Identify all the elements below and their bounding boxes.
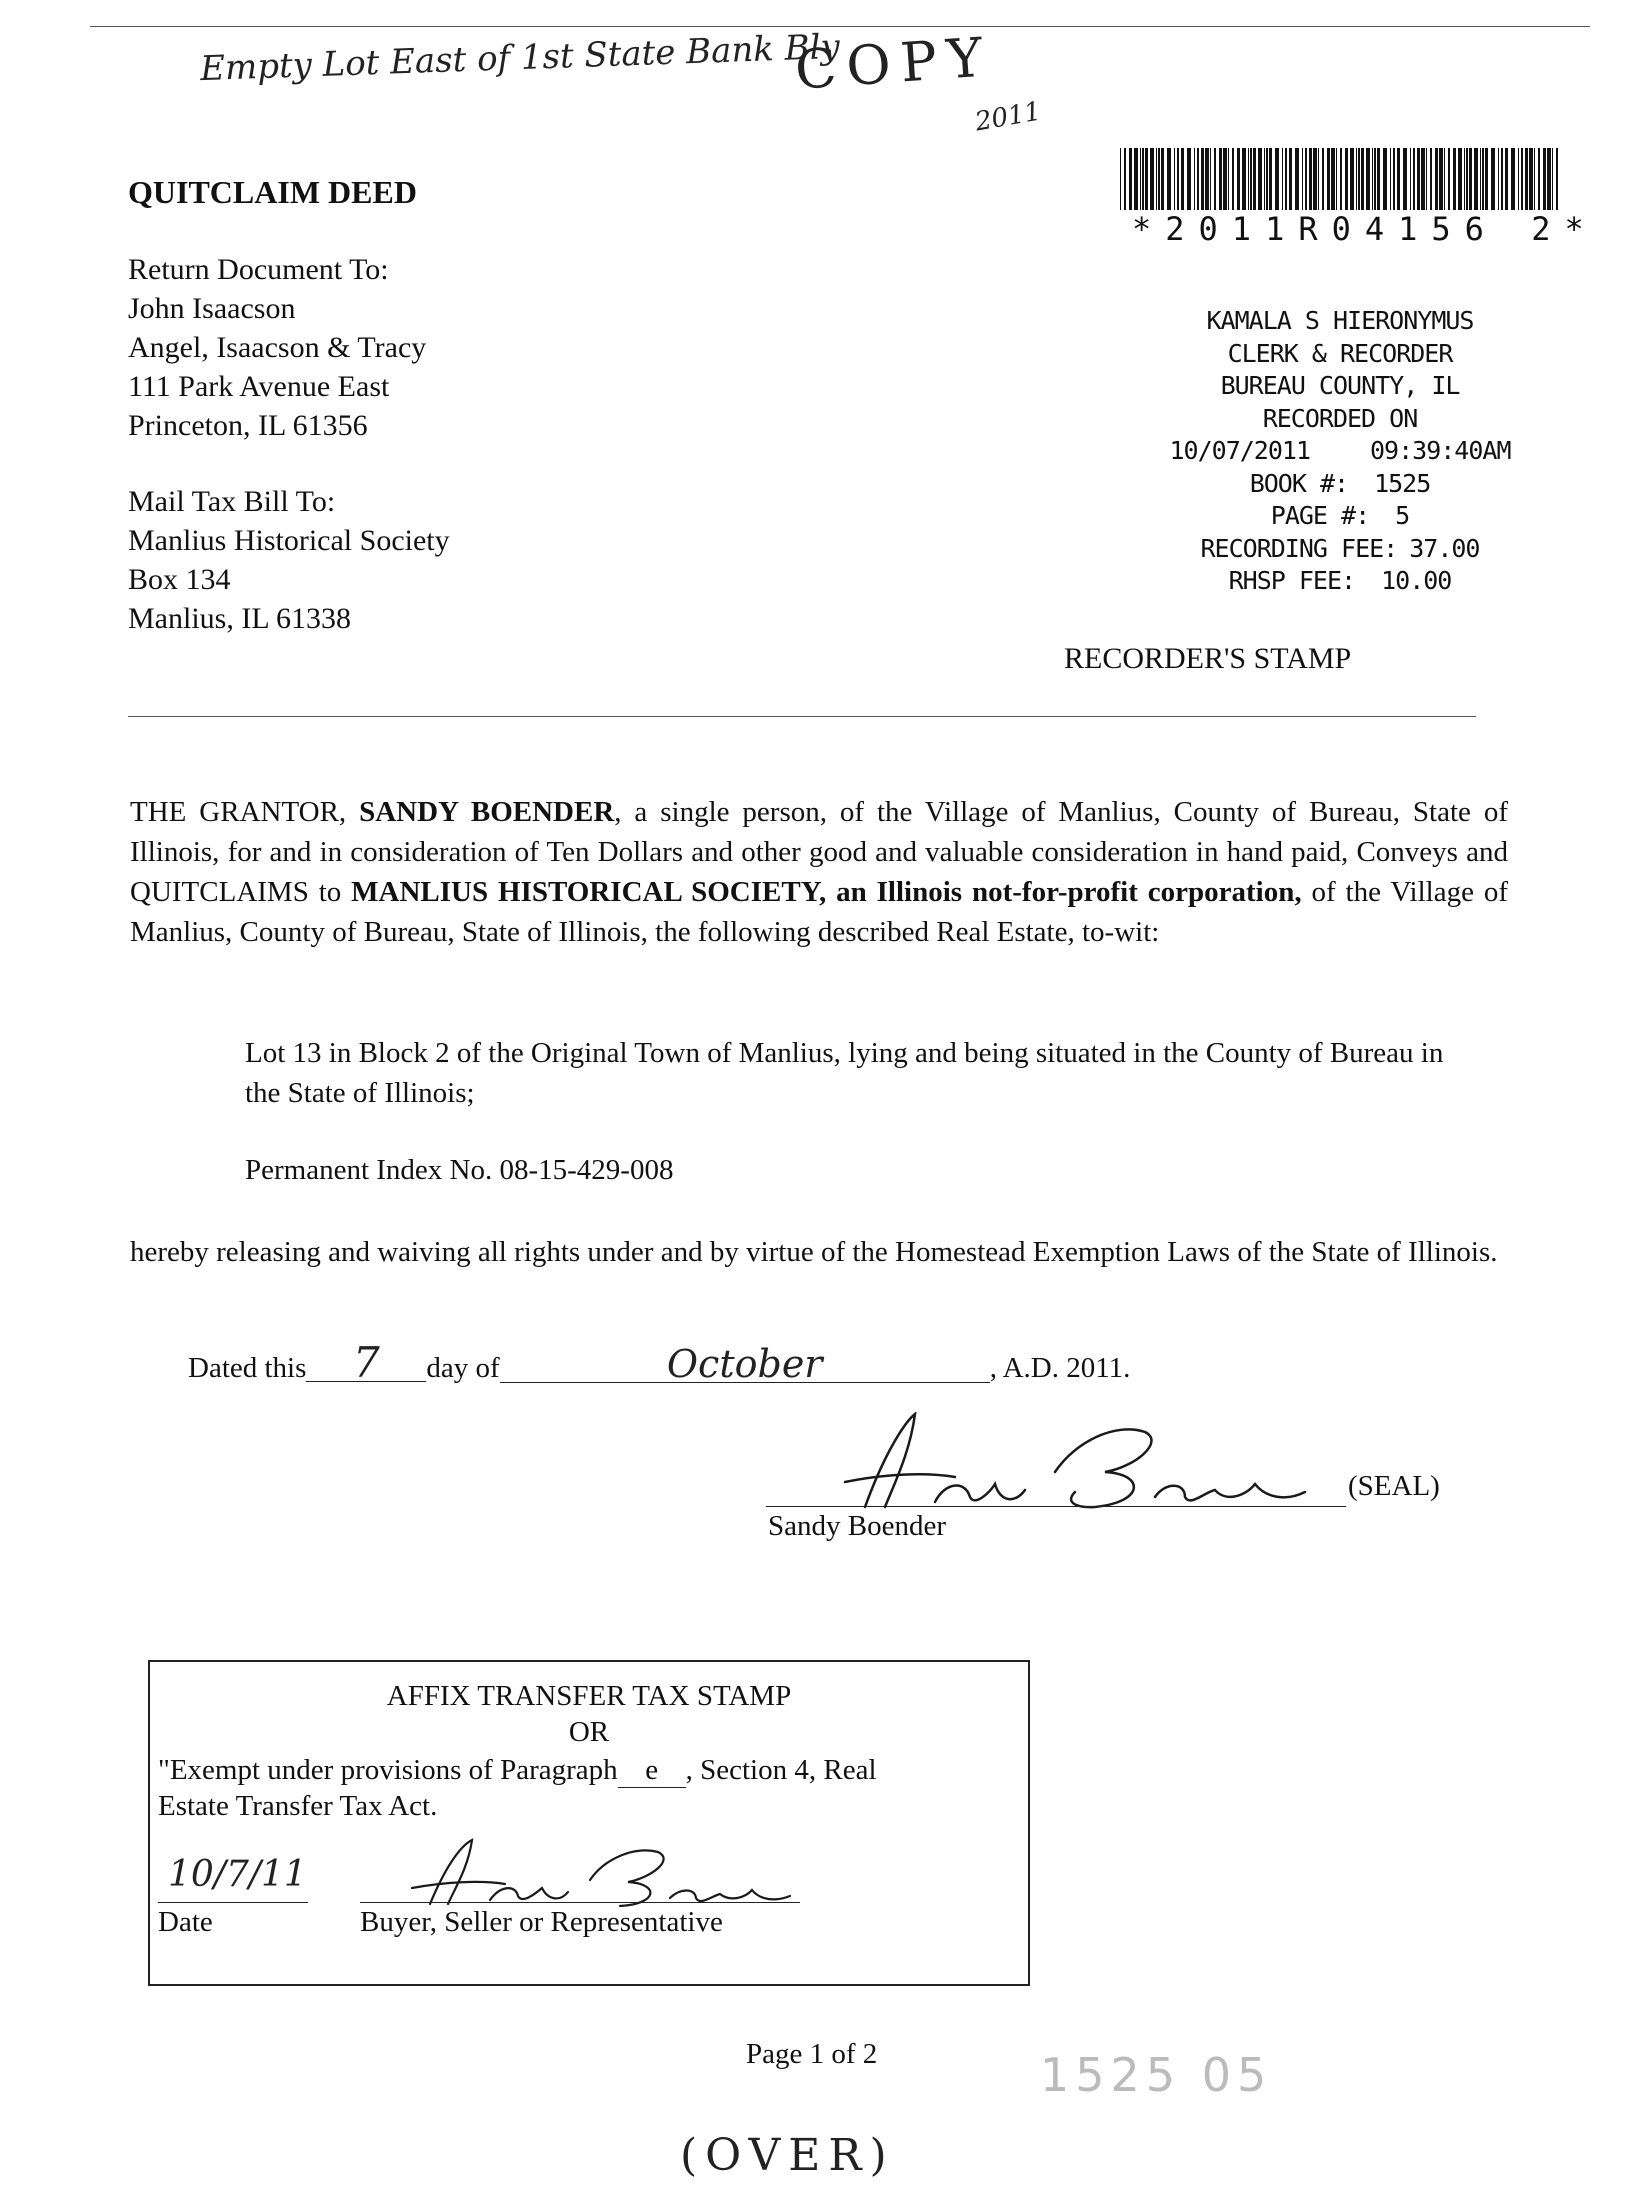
box-date-value: 10/7/11 (168, 1854, 307, 1895)
dated-suffix: , A.D. 2011. (989, 1352, 1131, 1384)
box-signature (400, 1838, 800, 1908)
barcode-bar (1345, 148, 1348, 210)
box-date-label: Date (158, 1906, 213, 1938)
rhsp-fee-value: 10.00 (1381, 566, 1452, 595)
barcode-bar (1521, 148, 1523, 210)
return-line: Princeton, IL 61356 (128, 409, 368, 442)
recorders-stamp-label: RECORDER'S STAMP (1064, 642, 1352, 675)
barcode-bar (1552, 148, 1553, 210)
copy-mark: COPY (793, 25, 995, 102)
top-rule (90, 26, 1590, 27)
recording-fee-value: 37.00 (1409, 533, 1480, 563)
grantor-text: THE GRANTOR, (130, 796, 360, 828)
barcode-bar (1534, 148, 1535, 210)
legal-description: Lot 13 in Block 2 of the Original Town of Manlius, lying and being situated in the County of Bureau in the State of Illinois; (245, 1037, 1444, 1109)
barcode-bar (1435, 148, 1438, 210)
homestead-release: hereby releasing and waiving all rights under and by virtue of the Homestead Exemption Laws of the State of Illinois. (130, 1236, 1498, 1268)
barcode-bar (1511, 148, 1515, 210)
barcode-bar (1248, 148, 1249, 210)
grantor-signature (825, 1412, 1345, 1512)
barcode-bar (1174, 148, 1175, 210)
barcode-bar (1421, 148, 1425, 210)
barcode-bar (1237, 148, 1240, 210)
grantor-name: SANDY BOENDER (359, 796, 615, 828)
barcode-bar (1140, 148, 1141, 210)
page-row (1130, 500, 1550, 533)
exempt-paragraph: e (618, 1754, 686, 1788)
barcode-bar (1269, 148, 1272, 210)
grantor-paragraph (130, 792, 1508, 952)
exempt-statement (158, 1754, 877, 1788)
barcode-bar (1289, 148, 1292, 210)
barcode-bar (1258, 148, 1262, 210)
transfer-tax-box (148, 1660, 1030, 1986)
barcode-bar (1356, 148, 1357, 210)
barcode-bar (1134, 148, 1138, 210)
barcode-bar (1518, 148, 1519, 210)
grantee-name: MANLIUS HISTORICAL SOCIETY, an Illinois not-for-profit corporation, (351, 876, 1302, 908)
handwritten-note: Empty Lot East of 1st State Bank Bly (199, 26, 841, 90)
dated-prefix: Dated this (188, 1352, 307, 1384)
exempt-act: Estate Transfer Tax Act. (158, 1790, 438, 1822)
barcode-bar (1491, 148, 1495, 210)
barcode-bar (1285, 148, 1287, 210)
barcode-bar (1223, 148, 1227, 210)
handwritten-year: 2011 (972, 96, 1044, 138)
barcode-bar (1366, 148, 1370, 210)
barcode-bar (1242, 148, 1246, 210)
barcode-bar (1309, 148, 1312, 210)
barcode-bar (1210, 148, 1211, 210)
barcode-bar (1444, 148, 1445, 210)
barcode-bar (1302, 148, 1303, 210)
barcode-bar (1219, 148, 1222, 210)
barcode-bar (1393, 148, 1395, 210)
barcode-bar (1181, 148, 1184, 210)
transfer-box-title: AFFIX TRANSFER TAX STAMP (386, 1680, 792, 1712)
barcode-bar (1177, 148, 1179, 210)
barcode-bar (1145, 148, 1148, 210)
box-date-line (158, 1902, 308, 1903)
barcode-bar (1228, 148, 1229, 210)
barcode-bar (1543, 148, 1546, 210)
barcode-bar (1124, 148, 1126, 210)
recorder-county: BUREAU COUNTY, IL (1220, 371, 1460, 400)
barcode-bar (1264, 148, 1265, 210)
barcode-bar (1282, 148, 1283, 210)
barcode-bar (1547, 148, 1551, 210)
tax-line: Manlius Historical Society (128, 524, 450, 557)
return-line: 111 Park Avenue East (128, 370, 390, 403)
barcode-bar (1417, 148, 1420, 210)
barcode-bar (1538, 148, 1540, 210)
recorder-role: CLERK & RECORDER (1227, 338, 1453, 368)
barcode-bar (1232, 148, 1234, 210)
barcode-bar (1129, 148, 1132, 210)
over-note: (OVER) (680, 2130, 895, 2181)
barcode-bar (1466, 148, 1468, 210)
barcode-bar (1383, 148, 1387, 210)
page-label: PAGE #: (1270, 501, 1370, 530)
transfer-box-or: OR (568, 1716, 610, 1748)
barcode-bar (1453, 148, 1456, 210)
barcode-bar (1464, 148, 1465, 210)
recorder-stamp (1130, 305, 1550, 598)
recording-fee-row (1130, 533, 1550, 566)
recorder-name: KAMALA S HIERONYMUS (1206, 306, 1474, 335)
rhsp-fee-row (1130, 565, 1550, 598)
grantor-text: of the Village of Manlius, County of Bureau, State of Illinois, the following described Real Estate, to-wit: (130, 876, 1508, 948)
barcode-bar (1253, 148, 1256, 210)
recording-fee-label: RECORDING FEE: (1200, 533, 1398, 563)
exempt-text: "Exempt under provisions of Paragraph (158, 1754, 618, 1786)
rhsp-fee-label: RHSP FEE: (1228, 566, 1356, 595)
barcode-bar (1205, 148, 1209, 210)
tax-bill-address-block (128, 482, 450, 638)
barcode-bar (1350, 148, 1354, 210)
barcode-bar (1377, 148, 1380, 210)
barcode-bar (1275, 148, 1279, 210)
recorded-time: 09:39:40AM (1370, 436, 1511, 465)
barcode-bar (1403, 148, 1407, 210)
barcode-bar (1295, 148, 1299, 210)
return-line: John Isaacson (128, 292, 296, 325)
barcode-bar (1410, 148, 1411, 210)
return-address-block (128, 250, 426, 445)
barcode-bar (1318, 148, 1319, 210)
header-divider (128, 716, 1476, 717)
book-label: BOOK #: (1249, 468, 1349, 498)
barcode-bar (1161, 148, 1164, 210)
barcode-bar (1331, 148, 1335, 210)
barcode-bar (1120, 148, 1121, 210)
barcode-bar (1322, 148, 1324, 210)
barcode-bar (1305, 148, 1307, 210)
page-value: 5 (1395, 501, 1410, 530)
barcode-bar (1439, 148, 1443, 210)
barcode-bar (1358, 148, 1360, 210)
barcode-bar (1336, 148, 1337, 210)
tax-label: Mail Tax Bill To: (128, 485, 336, 518)
barcode-bar (1448, 148, 1450, 210)
barcode-bar (1505, 148, 1508, 210)
barcode-bar (1390, 148, 1391, 210)
barcode-bar (1361, 148, 1364, 210)
tax-line: Manlius, IL 61338 (128, 602, 352, 635)
box-rep-label: Buyer, Seller or Representative (360, 1906, 723, 1938)
barcode-bar (1374, 148, 1376, 210)
barcode-bar (1397, 148, 1400, 210)
book-value: 1525 (1374, 468, 1431, 498)
barcode-bar (1501, 148, 1503, 210)
barcode-bar (1167, 148, 1171, 210)
barcode-bar (1327, 148, 1330, 210)
tax-line: Box 134 (128, 563, 231, 596)
barcode-bar (1150, 148, 1154, 210)
barcode-bar (1458, 148, 1462, 210)
barcode-bar (1214, 148, 1216, 210)
barcode-bar (1498, 148, 1499, 210)
barcode-bar (1156, 148, 1157, 210)
barcode-bar (1480, 148, 1481, 210)
dated-month: October (500, 1346, 990, 1383)
barcode-bar (1556, 148, 1558, 210)
barcode-bar (1250, 148, 1252, 210)
barcode (1120, 148, 1560, 210)
grantor-text: , a single person, of the Village of Manlius, County of Bureau, State of Illinois, for and in consideration of Ten Dollars and other good and valuable consideration in hand paid, Conveys and QUITCLAIMS to (130, 796, 1508, 908)
signer-name: Sandy Boender (768, 1510, 946, 1542)
dated-day: 7 (306, 1345, 426, 1382)
return-label: Return Document To: (128, 253, 389, 286)
seal-label: (SEAL) (1348, 1470, 1440, 1502)
barcode-bar (1474, 148, 1478, 210)
barcode-bar (1197, 148, 1199, 210)
return-line: Angel, Isaacson & Tracy (128, 331, 427, 364)
barcode-bar (1340, 148, 1342, 210)
dated-mid: day of (426, 1352, 500, 1384)
barcode-bar (1482, 148, 1484, 210)
barcode-bar (1187, 148, 1191, 210)
recorded-on-label: RECORDED ON (1262, 403, 1418, 433)
page-number: Page 1 of 2 (746, 2038, 878, 2070)
dated-line (188, 1338, 1131, 1387)
recorded-date: 10/07/2011 (1169, 436, 1310, 465)
barcode-bar (1142, 148, 1144, 210)
recorded-datetime (1130, 435, 1550, 468)
exempt-text: , Section 4, Real (685, 1754, 877, 1786)
box-signature-line (360, 1902, 800, 1903)
permanent-index-number: Permanent Index No. 08-15-429-008 (245, 1154, 674, 1186)
barcode-bar (1469, 148, 1472, 210)
barcode-bar (1194, 148, 1195, 210)
barcode-bar (1158, 148, 1160, 210)
barcode-bar (1525, 148, 1528, 210)
document-title: QUITCLAIM DEED (128, 174, 417, 210)
barcode-bar (1485, 148, 1488, 210)
book-page-stamp: 1525 05 (1040, 2048, 1273, 2102)
barcode-bar (1426, 148, 1427, 210)
barcode-bar (1266, 148, 1268, 210)
barcode-number: *2011R04156 2* (1132, 210, 1598, 248)
barcode-bar (1313, 148, 1317, 210)
barcode-bar (1529, 148, 1533, 210)
barcode-bar (1430, 148, 1432, 210)
book-row (1130, 468, 1550, 501)
barcode-bar (1201, 148, 1204, 210)
barcode-bar (1372, 148, 1373, 210)
barcode-bar (1413, 148, 1415, 210)
signature-line (766, 1506, 1346, 1507)
